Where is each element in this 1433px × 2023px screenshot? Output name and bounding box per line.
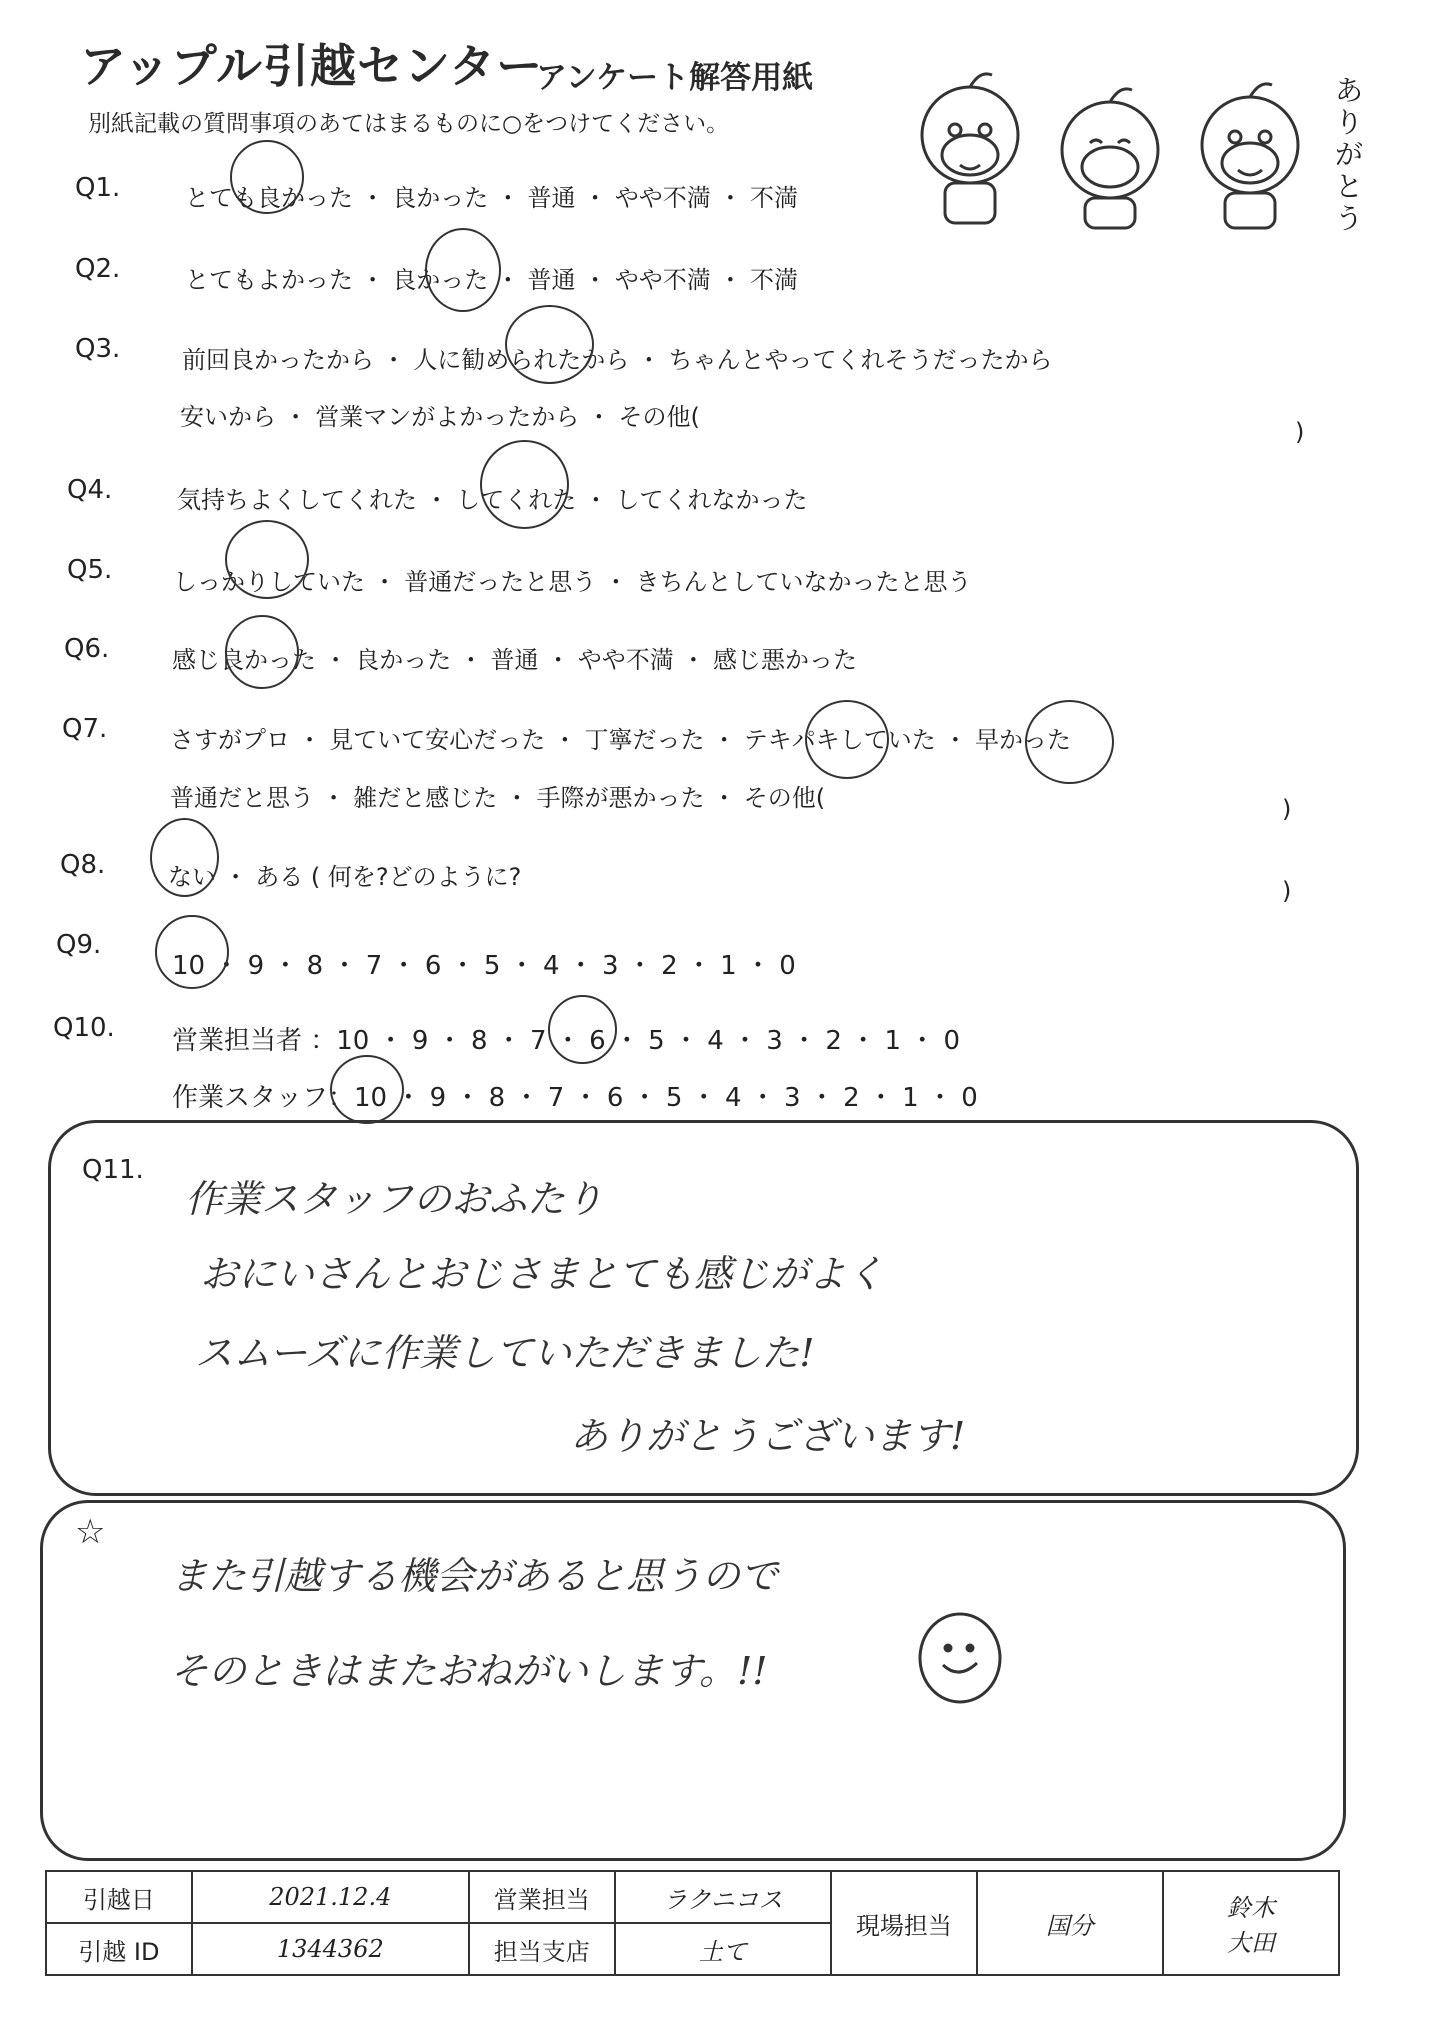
- answer-circle-q9: [155, 915, 229, 989]
- q11-line-2: おにいさんとおじさまとても感じがよく: [200, 1252, 885, 1296]
- branch-label: 担当支店: [469, 1923, 615, 1975]
- move-id-value: 1344362: [192, 1923, 469, 1975]
- site-value-2-line1: 鈴木: [1226, 1894, 1275, 1922]
- q1-label: Q1.: [75, 173, 121, 203]
- q8-options: ない ・ ある ( 何を?どのように?: [168, 863, 522, 891]
- q5-label: Q5.: [67, 555, 113, 585]
- answer-circle-q8: [150, 818, 219, 897]
- answer-circle-q6: [225, 615, 299, 689]
- move-date-label: 引越日: [46, 1871, 192, 1923]
- q10-staff-scale: 作業スタッフ：10 ・ 9 ・ 8 ・ 7 ・ 6 ・ 5 ・ 4 ・ 3 ・ 2 ・ 1 ・ 0: [172, 1083, 978, 1113]
- q11-line-1: 作業スタッフのおふたり: [185, 1177, 604, 1221]
- site-value-2-line2: 大田: [1226, 1929, 1275, 1957]
- branch-value: 土て: [615, 1923, 832, 1975]
- star-icon: ☆: [75, 1512, 106, 1552]
- free-comment-line-1: また引越する機会があると思うので: [170, 1554, 779, 1598]
- answer-circle-q4: [480, 440, 569, 529]
- q4-options: 気持ちよくしてくれた ・ してくれた ・ してくれなかった: [177, 486, 808, 514]
- site-label: 現場担当: [831, 1871, 977, 1975]
- q5-options: しっかりしていた ・ 普通だったと思う ・ きちんとしていなかったと思う: [173, 568, 972, 596]
- arigatou-vertical-text: ありがとう: [1335, 74, 1364, 235]
- answer-circle-q2: [425, 228, 501, 312]
- free-comment-line-2: そのときはまたおねがいします。!!: [170, 1649, 768, 1693]
- q3-close-paren: ): [1295, 418, 1305, 446]
- q1-options: とても良かった ・ 良かった ・ 普通 ・ やや不満 ・ 不満: [185, 184, 799, 212]
- q6-label: Q6.: [64, 634, 110, 664]
- move-date-value: 2021.12.4: [192, 1871, 469, 1923]
- q2-label: Q2.: [75, 254, 121, 284]
- q11-label: Q11.: [82, 1155, 144, 1185]
- sales-value: ラクニコス: [615, 1871, 832, 1923]
- q9-label: Q9.: [56, 930, 102, 960]
- move-info-table: [45, 1870, 1340, 1976]
- q8-close-paren: ): [1282, 877, 1292, 905]
- q7-label: Q7.: [62, 714, 108, 744]
- answer-circle-q1: [230, 140, 304, 214]
- instruction-text: 別紙記載の質問事項のあてはまるものに○をつけてください。: [88, 111, 730, 137]
- q7-close-paren: ): [1282, 795, 1292, 823]
- q3-options-line2: 安いから ・ 営業マンがよかったから ・ その他(: [180, 403, 700, 431]
- q9-scale: 10 ・ 9 ・ 8 ・ 7 ・ 6 ・ 5 ・ 4 ・ 3 ・ 2 ・ 1 ・ 0: [172, 951, 796, 981]
- q2-options: とてもよかった ・ 良かった ・ 普通 ・ やや不満 ・ 不満: [185, 266, 799, 294]
- answer-circle-q10-staff: [330, 1055, 404, 1124]
- mascot-illustration: [900, 55, 1380, 235]
- move-id-label: 引越 ID: [46, 1923, 192, 1975]
- answer-circle-q10-sales: [548, 995, 617, 1064]
- answer-circle-q5: [225, 520, 309, 599]
- q8-label: Q8.: [60, 850, 106, 880]
- q3-options-line1: 前回良かったから ・ 人に勧められたから ・ ちゃんとやってくれそうだったから: [182, 346, 1053, 374]
- q3-label: Q3.: [75, 334, 121, 364]
- smiley-face-icon: [915, 1610, 1005, 1705]
- q7-options-line1: さすがプロ ・ 見ていて安心だった ・ 丁寧だった ・ テキパキしていた ・ 早かった: [170, 726, 1072, 754]
- q10-sales-scale: 営業担当者 ：10 ・ 9 ・ 8 ・ 7 ・ 6 ・ 5 ・ 4 ・ 3 ・ 2 ・ 1 ・ 0: [172, 1026, 961, 1056]
- answer-circle-q7b: [1025, 700, 1114, 784]
- page-title: アップル引越センター: [80, 39, 544, 93]
- site-value-2: [1163, 1871, 1339, 1975]
- q7-options-line2: 普通だと思う ・ 雑だと感じた ・ 手際が悪かった ・ その他(: [170, 784, 826, 812]
- q10-label: Q10.: [53, 1013, 115, 1043]
- q11-line-3: スムーズに作業していただきました!: [195, 1331, 815, 1375]
- q6-options: 感じ良かった ・ 良かった ・ 普通 ・ やや不満 ・ 感じ悪かった: [172, 646, 858, 674]
- q4-label: Q4.: [67, 475, 113, 505]
- page-subtitle: アンケート解答用紙: [536, 60, 814, 96]
- answer-circle-q7a: [805, 700, 889, 779]
- sales-label: 営業担当: [469, 1871, 615, 1923]
- q11-line-4: ありがとうございます!: [570, 1414, 966, 1458]
- answer-circle-q3: [505, 305, 594, 384]
- site-value-1: 国分: [977, 1871, 1163, 1975]
